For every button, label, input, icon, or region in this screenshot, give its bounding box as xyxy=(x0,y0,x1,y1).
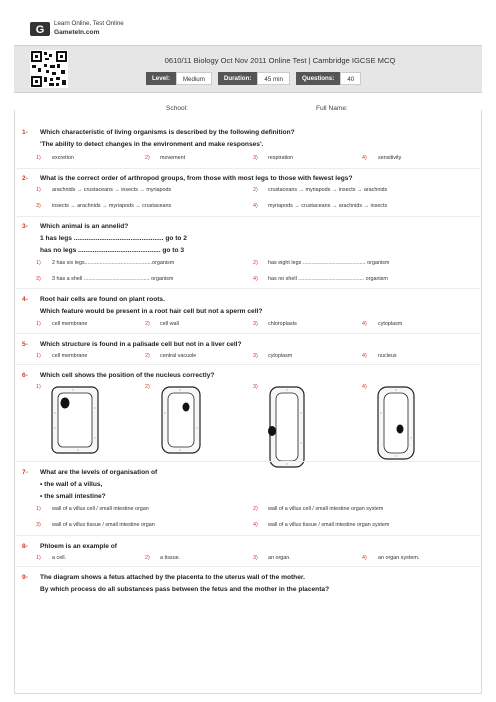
option-2[interactable]: a tissue. xyxy=(160,555,181,561)
divider xyxy=(14,461,482,462)
divider xyxy=(14,535,482,536)
option-number: 4) xyxy=(253,203,258,209)
question-bullet: • the wall of a villus, xyxy=(40,481,103,488)
option-2[interactable]: has eight legs .......................................... organism xyxy=(268,260,390,266)
option-4[interactable]: an organ system. xyxy=(378,555,420,561)
cell-diagram-3 xyxy=(262,383,308,471)
meta-chips xyxy=(146,72,367,85)
divider xyxy=(14,216,482,217)
option-2[interactable]: movement xyxy=(160,155,186,161)
question-text: 'The ability to detect changes in the environment and make responses'. xyxy=(40,141,264,148)
option-number: 1) xyxy=(36,321,41,327)
option-number: 3) xyxy=(253,353,258,359)
questions-value: 40 xyxy=(340,72,361,85)
option-number: 4) xyxy=(253,276,258,282)
question-number: 9- xyxy=(22,574,28,581)
question-number: 4- xyxy=(22,296,28,303)
question-text: Which cell shows the position of the nucleus correctly? xyxy=(40,372,215,379)
question-number: 1- xyxy=(22,129,28,136)
option-3[interactable]: 3) xyxy=(253,384,258,390)
option-4[interactable]: sensitivity xyxy=(378,155,402,161)
brand-logo[interactable] xyxy=(30,18,190,40)
option-number: 1) xyxy=(36,260,41,266)
option-1[interactable]: 1) xyxy=(36,384,41,390)
option-number: 1) xyxy=(36,506,41,512)
question-text: Which feature would be present in a root hair cell but not a sperm cell? xyxy=(40,308,263,315)
question-text: What are the levels of organisation of xyxy=(40,469,158,476)
option-1[interactable]: excretion xyxy=(52,155,74,161)
logo-icon xyxy=(30,22,50,36)
option-number: 2) xyxy=(253,187,258,193)
option-number: 4) xyxy=(362,155,367,161)
question-text: Which characteristic of living organisms is described by the following definition? xyxy=(40,129,295,136)
option-3[interactable]: 3 has a shell ............................................ organism xyxy=(52,276,174,282)
option-3[interactable]: insects → arachnids → myriapods → crustaceans xyxy=(52,203,172,209)
option-number: 3) xyxy=(36,276,41,282)
divider xyxy=(14,288,482,289)
brand-tagline: Learn Online, Test Online xyxy=(54,20,124,27)
option-number: 4) xyxy=(362,555,367,561)
svg-text:G: G xyxy=(35,24,45,36)
option-3[interactable]: chloroplasts xyxy=(268,321,297,327)
option-number: 2) xyxy=(145,353,150,359)
option-number: 2) xyxy=(145,321,150,327)
option-3[interactable]: an organ. xyxy=(268,555,291,561)
question-number: 5- xyxy=(22,341,28,348)
option-3[interactable]: cytoplasm xyxy=(268,353,293,359)
option-1[interactable]: cell membrane xyxy=(52,353,88,359)
cell-diagram-1 xyxy=(48,383,104,457)
duration-value: 45 min xyxy=(257,72,290,85)
brand-site: Gameteln.com xyxy=(54,29,100,36)
option-number: 2) xyxy=(145,555,150,561)
question-number: 7- xyxy=(22,469,28,476)
option-3[interactable]: respiration xyxy=(268,155,294,161)
school-field-label: School: xyxy=(166,105,188,112)
option-2[interactable]: crustaceans → myriapods → insects → arachnids xyxy=(268,187,388,193)
question-text: Which animal is an annelid? xyxy=(40,223,129,230)
option-2[interactable]: central vacuole xyxy=(160,353,197,359)
option-number: 4) xyxy=(362,353,367,359)
document-title: 0610/11 Biology Oct Nov 2011 Online Test | Cambridge IGCSE MCQ xyxy=(164,56,396,65)
option-number: 1) xyxy=(36,155,41,161)
option-1[interactable]: wall of a villus cell / small intestine organ xyxy=(52,506,149,512)
option-number: 4) xyxy=(362,321,367,327)
divider xyxy=(14,333,482,334)
question-text: Phloem is an example of xyxy=(40,543,117,550)
option-number: 1) xyxy=(36,353,41,359)
option-4[interactable]: 4) xyxy=(362,384,367,390)
option-4[interactable]: wall of a villus tissue / small intestine organ system xyxy=(268,522,390,528)
question-number: 8- xyxy=(22,543,28,550)
question-text: By which process do all substances pass between the fetus and the mother in the placenta? xyxy=(40,586,330,593)
question-text: Which structure is found in a palisade cell but not in a liver cell? xyxy=(40,341,242,348)
option-2[interactable]: cell wall xyxy=(160,321,179,327)
option-number: 2) xyxy=(253,260,258,266)
key-line: has no legs ............................................. go to 3 xyxy=(40,247,184,254)
option-1[interactable]: a cell. xyxy=(52,555,67,561)
option-3[interactable]: wall of a villus tissue / small intestine organ xyxy=(52,522,155,528)
question-number: 2- xyxy=(22,175,28,182)
key-line: 1 has legs ................................................. go to 2 xyxy=(40,235,187,242)
divider xyxy=(14,364,482,365)
level-value: Medium xyxy=(176,72,212,85)
divider xyxy=(14,566,482,567)
option-number: 3) xyxy=(253,321,258,327)
questions-label: Questions: xyxy=(296,72,340,85)
cell-diagram-4 xyxy=(374,383,420,463)
option-1[interactable]: 2 has six legs.............................................organism xyxy=(52,260,175,266)
question-number: 6- xyxy=(22,372,28,379)
option-number: 1) xyxy=(36,187,41,193)
option-4[interactable]: has no shell ............................................ organism xyxy=(268,276,388,282)
level-label: Level: xyxy=(146,72,176,85)
option-2[interactable]: wall of a villus cell / small intestine organ system xyxy=(268,506,384,512)
option-2[interactable]: 2) xyxy=(145,384,150,390)
question-text: The diagram shows a fetus attached by the placenta to the uterus wall of the mother. xyxy=(40,574,305,581)
duration-label: Duration: xyxy=(218,72,258,85)
qr-code-icon xyxy=(30,50,68,88)
option-number: 2) xyxy=(145,155,150,161)
option-number: 1) xyxy=(36,555,41,561)
option-4[interactable]: myriapods → crustaceans → arachnids → insects xyxy=(268,203,388,209)
header-band xyxy=(14,45,482,93)
option-1[interactable]: arachnids → crustaceans → insects → myriapods xyxy=(52,187,172,193)
option-number: 3) xyxy=(253,155,258,161)
option-number: 3) xyxy=(36,203,41,209)
question-bullet: • the small intestine? xyxy=(40,493,106,500)
option-number: 4) xyxy=(253,522,258,528)
option-4[interactable]: cytoplasm xyxy=(378,321,403,327)
full-name-field-label: Full Name: xyxy=(316,105,348,112)
question-number: 3- xyxy=(22,223,28,230)
divider xyxy=(14,168,482,169)
option-number: 2) xyxy=(253,506,258,512)
question-text: What is the correct order of arthropod groups, from those with most legs to those with fewest legs? xyxy=(40,175,353,182)
question-text: Root hair cells are found on plant roots. xyxy=(40,296,165,303)
option-4[interactable]: nucleus xyxy=(378,353,397,359)
option-1[interactable]: cell membrane xyxy=(52,321,88,327)
option-number: 3) xyxy=(36,522,41,528)
cell-diagram-2 xyxy=(158,383,204,457)
option-number: 3) xyxy=(253,555,258,561)
